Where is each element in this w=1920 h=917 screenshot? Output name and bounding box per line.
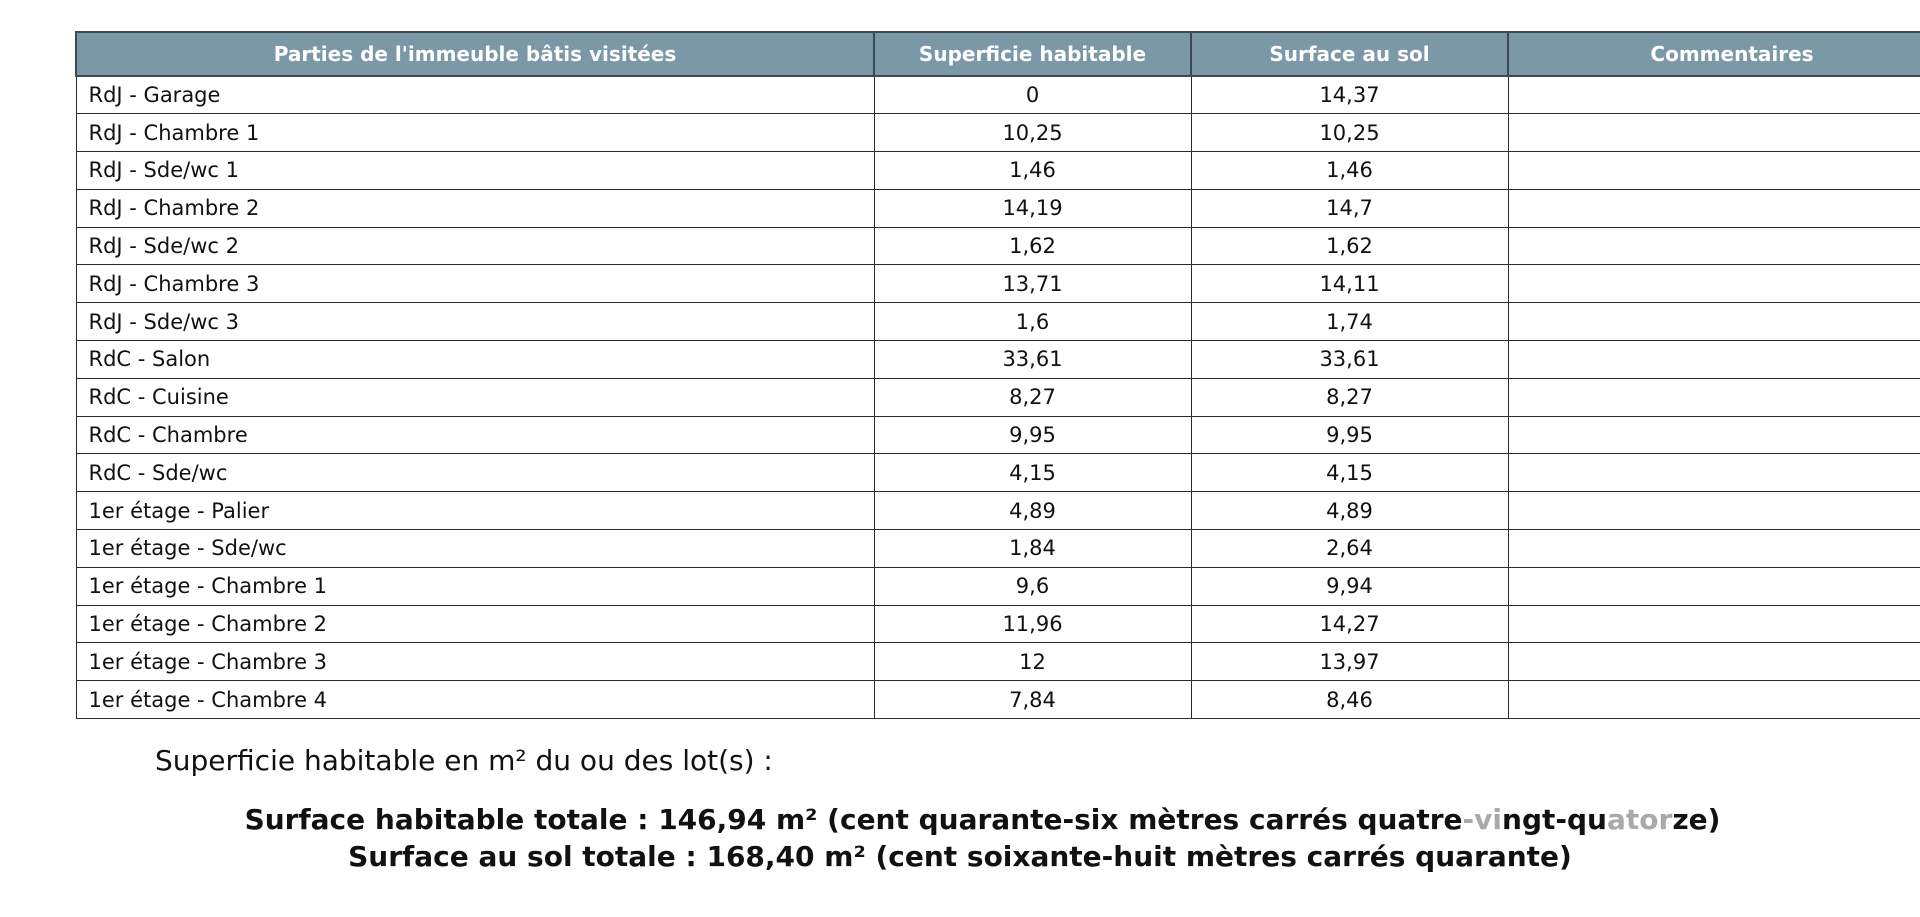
cell-comment (1508, 416, 1920, 454)
cell-habitable: 14,19 (874, 189, 1191, 227)
cell-comment (1508, 152, 1920, 190)
cell-part: RdJ - Sde/wc 3 (76, 303, 874, 341)
cell-part: RdJ - Chambre 2 (76, 189, 874, 227)
summary-intro: Superficie habitable en m² du ou des lot(s) : (155, 744, 773, 777)
table-row (76, 643, 1920, 681)
cell-comment (1508, 378, 1920, 416)
cell-habitable: 4,89 (874, 492, 1191, 530)
cell-sol: 13,97 (1191, 643, 1508, 681)
table-row (76, 76, 1920, 114)
table-row (76, 605, 1920, 643)
table-row (76, 681, 1920, 719)
table-row (76, 378, 1920, 416)
habitable-total-main: Surface habitable totale : 146,94 m² (cent quarante-six mètres carrés quatre (244, 803, 1463, 836)
cell-habitable: 1,6 (874, 303, 1191, 341)
cell-sol: 14,37 (1191, 76, 1508, 114)
table-header-row (76, 32, 1920, 76)
cell-comment (1508, 341, 1920, 379)
header-part: Parties de l'immeuble bâtis visitées (76, 32, 874, 76)
table-row (76, 492, 1920, 530)
cell-part: RdJ - Chambre 3 (76, 265, 874, 303)
header-habitable: Superficie habitable (874, 32, 1191, 76)
cell-comment (1508, 605, 1920, 643)
cell-part: RdC - Chambre (76, 416, 874, 454)
cell-sol: 8,27 (1191, 378, 1508, 416)
cell-habitable: 1,46 (874, 152, 1191, 190)
cell-sol: 33,61 (1191, 341, 1508, 379)
cell-sol: 9,95 (1191, 416, 1508, 454)
table-row (76, 416, 1920, 454)
cell-sol: 1,74 (1191, 303, 1508, 341)
cell-sol: 10,25 (1191, 114, 1508, 152)
cell-part: RdJ - Garage (76, 76, 874, 114)
header-sol: Surface au sol (1191, 32, 1508, 76)
cell-comment (1508, 227, 1920, 265)
cell-comment (1508, 303, 1920, 341)
cell-part: 1er étage - Palier (76, 492, 874, 530)
sol-total: Surface au sol totale : 168,40 m² (cent soixante-huit mètres carrés quarante) (348, 840, 1572, 873)
cell-habitable: 9,95 (874, 416, 1191, 454)
header-comments: Commentaires (1508, 32, 1920, 76)
cell-comment (1508, 530, 1920, 568)
cell-part: 1er étage - Sde/wc (76, 530, 874, 568)
cell-sol: 1,62 (1191, 227, 1508, 265)
surfaces-table (75, 31, 1920, 719)
cell-sol: 1,46 (1191, 152, 1508, 190)
habitable-total-mid: ngt-qu (1502, 803, 1607, 836)
cell-comment (1508, 189, 1920, 227)
cell-sol: 8,46 (1191, 681, 1508, 719)
cell-part: RdC - Salon (76, 341, 874, 379)
cell-habitable: 10,25 (874, 114, 1191, 152)
cell-sol: 2,64 (1191, 530, 1508, 568)
cell-part: 1er étage - Chambre 4 (76, 681, 874, 719)
habitable-total-faded-2: ator (1607, 803, 1673, 836)
habitable-total (0, 803, 1920, 836)
cell-habitable: 11,96 (874, 605, 1191, 643)
habitable-total-end: ze) (1672, 803, 1721, 836)
cell-sol: 4,89 (1191, 492, 1508, 530)
table-row (76, 341, 1920, 379)
table-row (76, 303, 1920, 341)
cell-habitable: 4,15 (874, 454, 1191, 492)
table-row (76, 567, 1920, 605)
cell-comment (1508, 681, 1920, 719)
cell-sol: 14,11 (1191, 265, 1508, 303)
cell-part: RdJ - Sde/wc 2 (76, 227, 874, 265)
table-row (76, 530, 1920, 568)
cell-sol: 4,15 (1191, 454, 1508, 492)
cell-sol: 14,7 (1191, 189, 1508, 227)
table-row (76, 189, 1920, 227)
cell-part: 1er étage - Chambre 2 (76, 605, 874, 643)
cell-comment (1508, 643, 1920, 681)
cell-habitable: 8,27 (874, 378, 1191, 416)
table-row (76, 114, 1920, 152)
table-row (76, 454, 1920, 492)
cell-comment (1508, 454, 1920, 492)
cell-part: RdJ - Sde/wc 1 (76, 152, 874, 190)
cell-sol: 14,27 (1191, 605, 1508, 643)
cell-comment (1508, 76, 1920, 114)
cell-comment (1508, 492, 1920, 530)
cell-part: RdJ - Chambre 1 (76, 114, 874, 152)
habitable-total-faded-1: -vi (1462, 803, 1503, 836)
table-row (76, 227, 1920, 265)
cell-habitable: 7,84 (874, 681, 1191, 719)
cell-habitable: 9,6 (874, 567, 1191, 605)
table-row (76, 152, 1920, 190)
cell-part: 1er étage - Chambre 1 (76, 567, 874, 605)
cell-habitable: 0 (874, 76, 1191, 114)
cell-sol: 9,94 (1191, 567, 1508, 605)
table-body (76, 76, 1920, 719)
cell-habitable: 12 (874, 643, 1191, 681)
cell-habitable: 1,84 (874, 530, 1191, 568)
cell-habitable: 33,61 (874, 341, 1191, 379)
cell-comment (1508, 114, 1920, 152)
cell-part: RdC - Cuisine (76, 378, 874, 416)
cell-habitable: 13,71 (874, 265, 1191, 303)
cell-part: 1er étage - Chambre 3 (76, 643, 874, 681)
cell-comment (1508, 567, 1920, 605)
cell-comment (1508, 265, 1920, 303)
table-row (76, 265, 1920, 303)
cell-habitable: 1,62 (874, 227, 1191, 265)
cell-part: RdC - Sde/wc (76, 454, 874, 492)
